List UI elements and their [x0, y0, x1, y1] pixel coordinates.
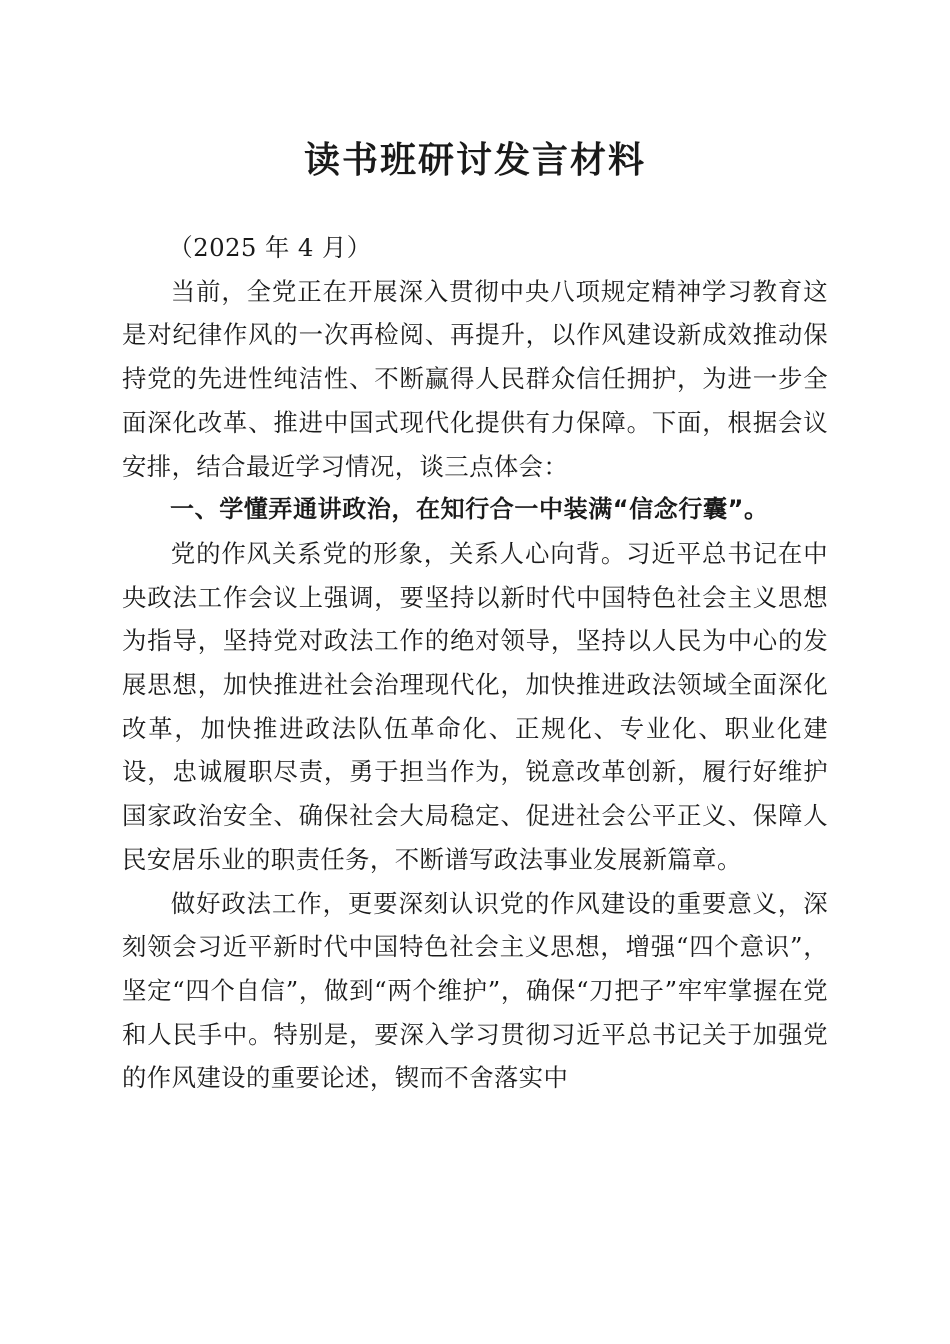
document-title: 读书班研讨发言材料: [303, 139, 646, 181]
paragraph-body: 党的作风关系党的形象，关系人心向背。习近平总书记在中央政法工作会议上强调，要坚持以新时代中国特色社会主义思想为指导，坚持党对政法工作的绝对领导，坚持以人民为中心的发展思想，加快推进社会治理现代化，加快推进政法领域全面深化改革，加快推进政法队伍革命化、正规化、专业化、职业化建设，忠诚履职尽责，勇于担当作为，锐意改革创新，履行好维护国家政治安全、确保社会大局稳定、促进社会公平正义、保障人民安居乐业的职责任务，不断谱写政法事业发展新篇章。: [122, 538, 828, 874]
document-body: [122, 226, 828, 1100]
section-heading-1: 一、学懂弄通讲政治，在知行合一中装满“信念行囊”。: [170, 495, 769, 524]
document-date: （2025 年 4 月）: [168, 233, 372, 262]
paragraph-body: 做好政法工作，更要深刻认识党的作风建设的重要意义，深刻领会习近平新时代中国特色社会主义思想，增强“四个意识”，坚定“四个自信”，做到“两个维护”，确保“刀把子”牢牢掌握在党和人民手中。特别是，要深入学习贯彻习近平总书记关于加强党的作风建设的重要论述，锲而不舍落实中: [122, 888, 828, 1093]
paragraph-intro: 当前，全党正在开展深入贯彻中央八项规定精神学习教育这是对纪律作风的一次再检阅、再提升，以作风建设新成效推动保持党的先进性纯洁性、不断赢得人民群众信任拥护，为进一步全面深化改革、推进中国式现代化提供有力保障。下面，根据会议安排，结合最近学习情况，谈三点体会：: [122, 276, 828, 481]
